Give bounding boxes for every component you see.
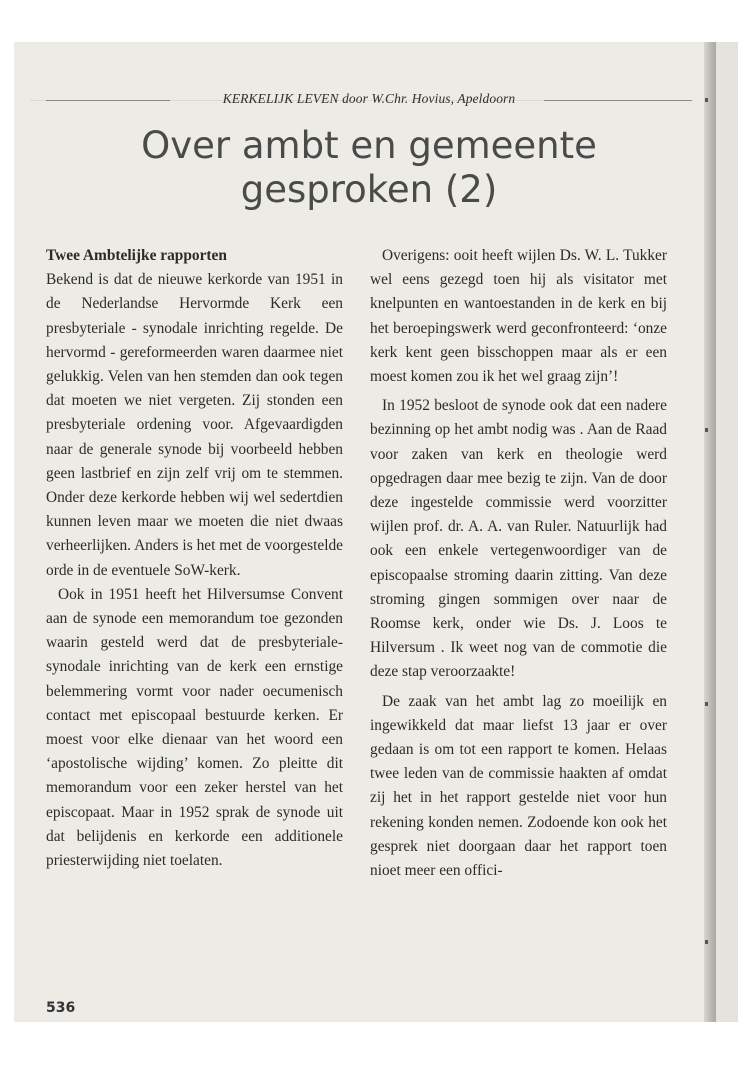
right-column — [370, 244, 667, 883]
paragraph: Overigens: ooit heeft wijlen Ds. W. L. Tukker wel eens gezegd toen hij als visitator met knelpunten en wantoestanden in de kerk en bij het beroepingswerk werd geconfronteerd: ‘onze kerk kent geen bisschoppen maar als er een moest komen zou ik het wel graag zijn’! — [370, 247, 667, 386]
margin-mark — [705, 428, 708, 432]
margin-mark — [705, 98, 708, 102]
paragraph: De zaak van het ambt lag zo moeilijk en ingewikkeld dat maar liefst 13 jaar er over gedaan is om tot een rapport te komen. Helaas twee leden van de commissie haakten af omdat zij het in het rapport gestelde niet voor hun rekening konden nemen. Zodoende kon ook het gesprek niet doorgaan daar het rapport toen nioet meer een offici- — [370, 692, 667, 880]
margin-mark — [705, 702, 708, 706]
article-title-line-1: Over ambt en gemeente — [141, 124, 597, 167]
paragraph: In 1952 besloot de synode ook dat een nadere bezinning op het ambt nodig was . Aan de Raad voor zaken van kerk en theologie werd opgedragen daar mee bezig te zijn. Van de door deze ingestelde commissie werd voorzitter wijlen prof. dr. A. A. van Ruler. Natuurlijk had ook een enkele vertegenwoordiger van de episcopaalse stroming daarin zitting. Van deze stroming gingen sommigen over naar de Roomse kerk, onder wie Ds. J. Loos te Hilversum . Ik weet nog van de commotie die deze stap veroorzaakte! — [370, 397, 667, 681]
article-title — [0, 124, 738, 212]
section-subheading: Twee Ambtelijke rapporten — [46, 247, 227, 264]
article-title-line-2: gesproken (2) — [240, 168, 498, 211]
margin-mark — [705, 940, 708, 944]
running-header: KERKELIJK LEVEN door W.Chr. Hovius, Apeldoorn — [222, 91, 516, 106]
left-column — [46, 244, 343, 873]
paragraph: Ook in 1951 heeft het Hilversumse Convent aan de synode een memorandum toe gezonden waarin gesteld werd dat de presbyteriale-synodale inrichting van de kerk een ernstige belemmering vormt voor nader oecumenisch contact met episcopaal bestuurde kerken. Er moest voor elke dienaar van het woord een ‘apostolische wijding’ komen. Zo pleitte dit memorandum voor een zeker herstel van het episcopaat. Maar in 1952 sprak de synode uit dat belijdenis en kerkorde een additionele priesterwijding niet toelaten. — [46, 585, 343, 870]
page-number: 536 — [46, 1000, 76, 1016]
paragraph: Bekend is dat de nieuwe kerkorde van 1951 in de Nederlandse Hervormde Kerk een presbyteriale - synodale inrichting regelde. De hervormd - gereformeerden waren daarmee niet gelukkig. Velen van hen stemden dan ook tegen dat moeten we niet vergeten. Zij stonden een presbyteriale ordening voor. Afgevaardigden naar de generale synode bij voorbeeld hebben geen lastbrief en zijn zelf vrij om te stemmen. Onder deze kerkorde hebben wij wel sedertdien kunnen leven maar we moeten die niet dwaas verheerlijken. Anders is het met de voorgestelde orde in de eventuele SoW-kerk. — [46, 271, 343, 579]
